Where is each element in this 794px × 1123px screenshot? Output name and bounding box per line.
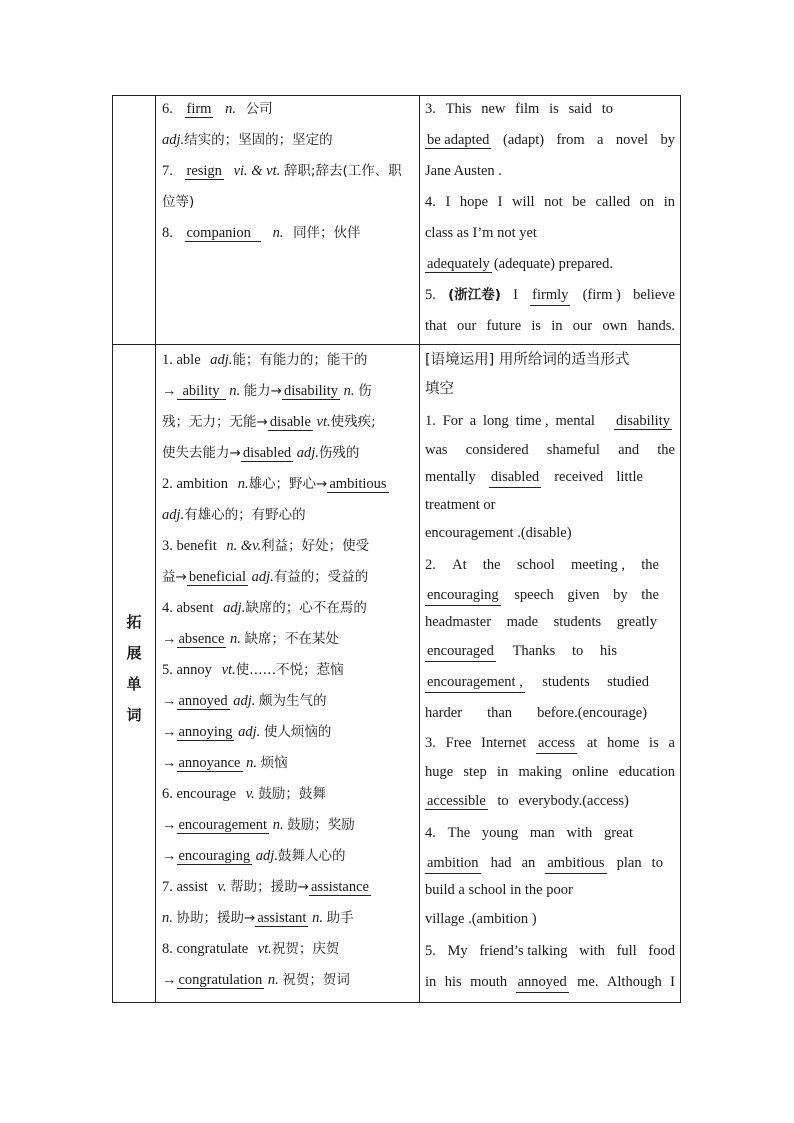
answer-blank: assistance — [310, 879, 369, 895]
vocabulary-table: 拓 展 单 词 6. firm n. 公司 adj.结实的；坚固的；坚定的 7. resign vi. & vt. 辞职;辞去(工作、职 位等) 8. companion n. 同伴；伙伴 3. This new film is said to be adapted (adapt) from a novel by Jane Austen . 4. I hope I will not be called on in class as I’m not yet adequately (adequate) prepared. 5. (浙江卷) I firmly (firm ) believe that our future is in our own hands. 1. able adj.能；有能力的；能干的 → ability n. 能力→ disability n. 伤 残；无力；无能→ disable vt.使残疾; 使失去能力→ disabled adj.伤残的 2. ambition n.雄心；野心→ ambitious adj.有雄心的；有野心的 3. benefit n. &v.利益；好处；使受 益→ beneficial adj.有益的；受益的 4. absent adj.缺席的；心不在焉的 → absence n. 缺席；不在某处 5. annoy vt.使……不悦；惹恼 → annoyed adj. 颇为生气的 → annoying adj. 使人烦恼的 → annoyance n. 烦恼 6. encourage v. 鼓励；鼓舞 → encouragement n. 鼓励；奖励 → encouraging adj.鼓舞人心的 7. assist v. 帮助；援助→ assistance n. 协助；援助→ assistant n. 助手 8. congratulate vt.祝贺；庆贺 → congratulation n. 祝贺；贺词 [语境运用] 用所给词的适当形式 填空 1. For a long time , mental disability was considered shameful and the mentally disabled received little treatment or encouragement .(disable) 2. At the school meeting , the encouraging speech given by the headmaster made students greatly encouraged Thanks to his encouragement , students studied harder than before.(encourage) 3. Free Internet access at home is a huge step in making online education accessible to everybody.(access) 4. The young man with great ambition had an ambitious plan to build a school in the poor village .(ambition ) 5. My friend’s talking with full food in his mouth annoyed me. Although I — [112, 95, 681, 1003]
answer-blank: assistant — [257, 910, 307, 926]
answer-blank: ambitious — [329, 476, 387, 492]
answer-blank: firmly — [530, 285, 570, 306]
answer-blank: disable — [269, 414, 311, 430]
answer-blank: annoyance — [178, 755, 241, 771]
answer-blank: beneficial — [188, 569, 246, 585]
column-divider — [419, 96, 420, 1002]
answer-blank: encouraged — [425, 641, 496, 662]
answer-blank: congratulation — [178, 972, 263, 988]
answer-blank: encouragement — [178, 817, 268, 833]
section-header: [语境运用] 用所给词的适当形式 — [425, 352, 630, 368]
answer-blank: firm — [186, 101, 212, 117]
answer-blank: ambitious — [545, 853, 606, 874]
answer-blank: accessible — [427, 793, 486, 809]
answer-blank: resign — [186, 163, 222, 179]
top-right-cell: 3. This new film is said to be adapted (adapt) from a novel by Jane Austen . 4. I hope I will not be called on in class as I’m not yet adequately (adequate) prepared. 5. (浙江卷) I firmly (firm ) believe that our future is in our own hands. — [425, 101, 675, 334]
answer-blank: annoyed — [178, 693, 228, 709]
answer-blank: adequately — [427, 256, 490, 272]
answer-blank: absence — [178, 631, 225, 647]
answer-blank: companion — [185, 225, 261, 242]
answer-blank: annoyed — [516, 972, 569, 993]
bottom-right-cell: [语境运用] 用所给词的适当形式 填空 1. For a long time , mental disability was considered shameful and the mentally disabled received little treatment or encouragement .(disable) 2. At the school meeting , the encouraging speech given by the headmaster made students greatly encouraged Thanks to his encouragement , students studied harder than before.(encourage) 3. Free Internet access at home is a huge step in making online education accessible to everybody.(access) 4. The young man with great ambition had an ambitious plan to build a school in the poor village .(ambition ) 5. My friend’s talking with full food in his mouth annoyed me. Although I — [425, 345, 675, 1000]
answer-blank: disabled — [489, 467, 541, 488]
answer-blank: disability — [616, 413, 670, 429]
answer-blank: disabled — [242, 445, 292, 461]
top-left-cell: 6. firm n. 公司 adj.结实的；坚固的；坚定的 7. resign vi. & vt. 辞职;辞去(工作、职 位等) 8. companion n. 同伴；伙伴 — [162, 101, 402, 241]
answer-blank: access — [536, 733, 577, 754]
answer-blank: encouragement , — [425, 672, 525, 693]
answer-blank: annoying — [178, 724, 233, 740]
answer-blank: encouraging — [425, 585, 501, 606]
answer-blank: encouraging — [178, 848, 251, 864]
answer-blank: disability — [284, 383, 338, 399]
answer-blank: be adapted — [427, 132, 490, 148]
answer-blank: ambition — [425, 853, 481, 874]
bottom-left-cell: 1. able adj.能；有能力的；能干的 → ability n. 能力→ disability n. 伤 残；无力；无能→ disable vt.使残疾; 使失去能力→ disabled adj.伤残的 2. ambition n.雄心；野心→ ambitious adj.有雄心的；有野心的 3. benefit n. &v.利益；好处；使受 益→ beneficial adj.有益的；受益的 4. absent adj.缺席的；心不在焉的 → absence n. 缺席；不在某处 5. annoy vt.使……不悦；惹恼 → annoyed adj. 颇为生气的 → annoying adj. 使人烦恼的 → annoyance n. 烦恼 6. encourage v. 鼓励；鼓舞 → encouragement n. 鼓励；奖励 → encouraging adj.鼓舞人心的 7. assist v. 帮助；援助→ assistance n. 协助；援助→ assistant n. 助手 8. congratulate vt.祝贺；庆贺 → congratulation n. 祝贺；贺词 — [162, 352, 387, 988]
column-divider — [155, 96, 156, 1002]
answer-blank: ability — [177, 383, 226, 400]
